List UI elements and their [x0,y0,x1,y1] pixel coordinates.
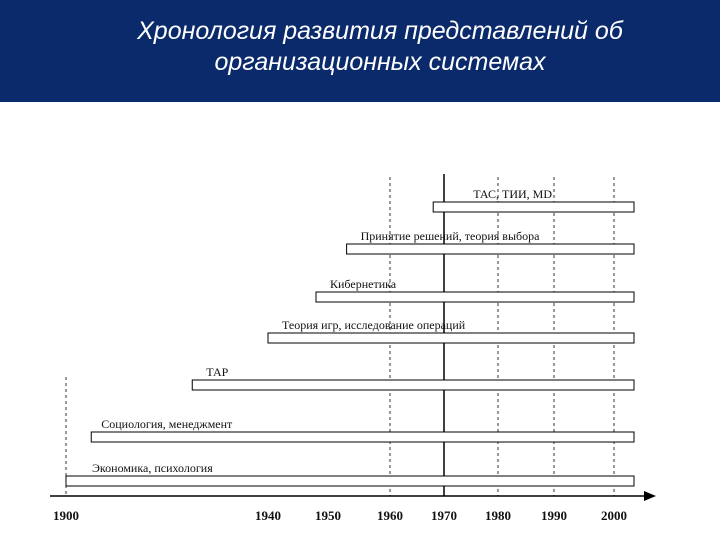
bar-label: Теория игр, исследование операций [282,318,466,332]
timeline-bars [66,187,634,486]
timeline-diagram [0,102,720,540]
year-label: 1940 [255,508,281,523]
year-label: 2000 [601,508,627,523]
title-line-2: организационных системах [214,48,546,76]
title-banner [0,0,720,102]
bar-label: Принятие решений, теория выбора [360,229,540,243]
bar-label: ТАС, ТИИ, МD [473,187,553,201]
slide-title [60,16,700,78]
bar-label: ТАР [206,365,229,379]
year-label: 1970 [431,508,457,523]
timeline-bar [268,333,634,343]
year-label: 1950 [315,508,341,523]
year-label: 1900 [53,508,79,523]
title-line-1: Хронология развития представлений об [137,17,623,45]
timeline-bar [347,244,634,254]
bar-label: Социология, менеджмент [101,417,233,431]
axis-arrow-icon [644,491,656,501]
timeline-bar [66,476,634,486]
bar-label: Экономика, психология [92,461,213,475]
timeline-bar [192,380,634,390]
year-label: 1990 [541,508,567,523]
year-label: 1960 [377,508,403,523]
timeline-bar [91,432,634,442]
bar-label: Кибернетика [330,277,397,291]
timeline-bar [433,202,634,212]
year-label: 1980 [485,508,511,523]
time-axis [50,491,656,501]
year-labels [53,508,627,523]
timeline-bar [316,292,634,302]
